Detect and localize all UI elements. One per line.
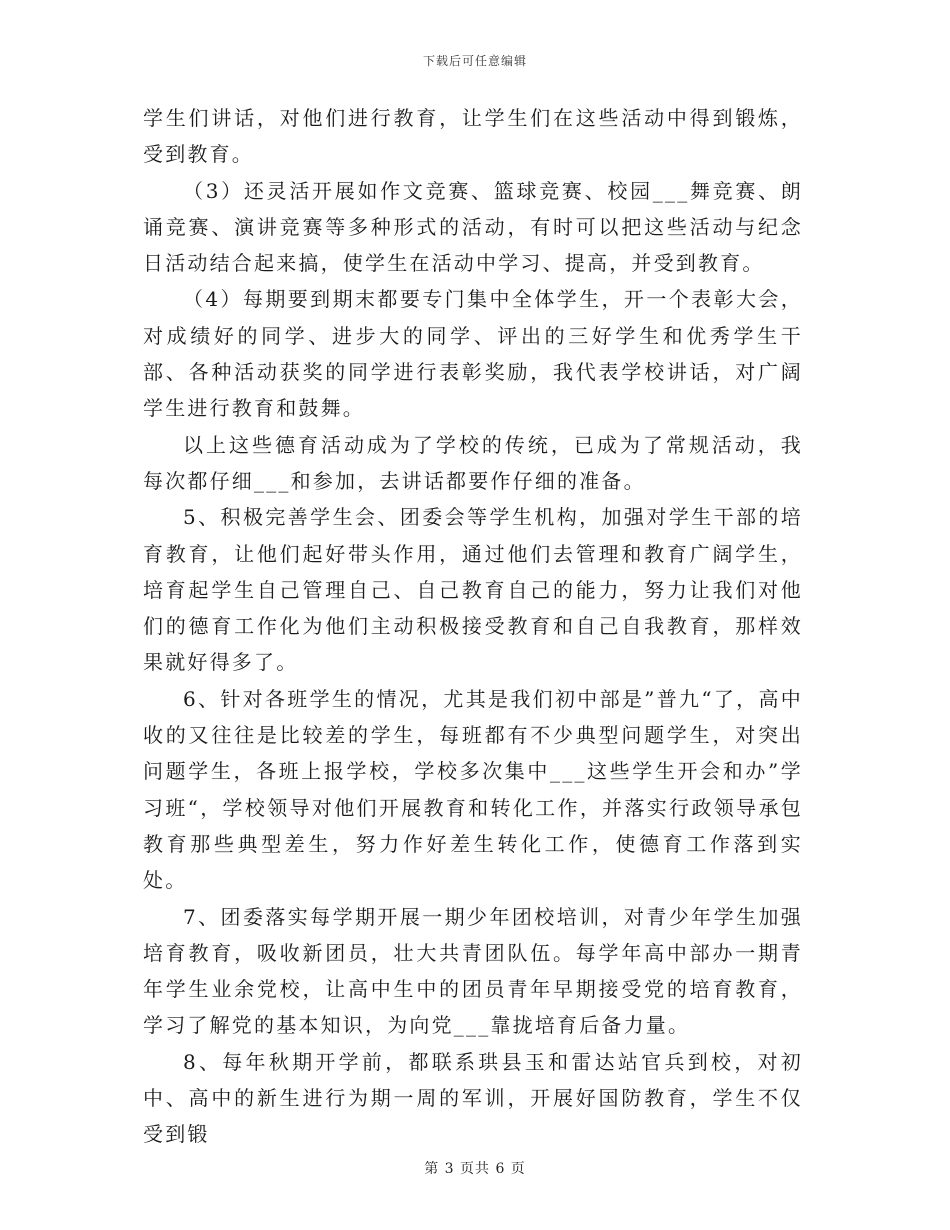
document-body — [143, 100, 803, 1153]
paragraph-summary: 以上这些德育活动成为了学校的传统，已成为了常规活动，我每次都仔细___和参加，去讲话都要作仔细的准备。 — [143, 432, 803, 493]
page-footer-number: 第 3 页共 6 页 — [424, 1161, 526, 1177]
page-header-note: 下载后可任意编辑 — [422, 54, 527, 68]
paragraph-item-4: （4）每期要到期末都要专门集中全体学生，开一个表彰大会，对成绩好的同学、进步大的同学、评出的三好学生和优秀学生干部、各种活动获奖的同学进行表彰奖励，我代表学校讲话，对广阔学生进行教育和鼓舞。 — [143, 287, 803, 421]
paragraph-point-7: 7、团委落实每学期开展一期少年团校培训，对青少年学生加强培育教育，吸收新团员，壮大共青团队伍。每学年高中部办一期青年学生业余党校，让高中生中的团员青年早期接受党的培育教育，学习了解党的基本知识，为向党___靠拢培育后备力量。 — [143, 904, 803, 1038]
paragraph-continuation: 学生们讲话，对他们进行教育，让学生们在这些活动中得到锻炼，受到教育。 — [143, 106, 803, 167]
paragraph-point-8: 8、每年秋期开学前，都联系珙县玉和雷达站官兵到校，对初中、高中的新生进行为期一周的军训，开展好国防教育，学生不仅受到锻 — [143, 1049, 803, 1147]
paragraph-item-3: （3）还灵活开展如作文竞赛、篮球竞赛、校园___舞竞赛、朗诵竞赛、演讲竞赛等多种形式的活动，有时可以把这些活动与纪念日活动结合起来搞，使学生在活动中学习、提高，并受到教育。 — [143, 178, 803, 276]
paragraph-point-6: 6、针对各班学生的情况，尤其是我们初中部是”普九“了，高中收的又往往是比较差的学生，每班都有不少典型问题学生，对突出问题学生，各班上报学校，学校多次集中___这些学生开会和办”学习班“，学校领导对他们开展教育和转化工作，并落实行政领导承包教育那些典型差生，努力作好差生转化工作，使德育工作落到实处。 — [143, 686, 803, 893]
paragraph-point-5: 5、积极完善学生会、团委会等学生机构，加强对学生干部的培育教育，让他们起好带头作用，通过他们去管理和教育广阔学生，培育起学生自己管理自己、自己教育自己的能力，努力让我们对他们的德育工作化为他们主动积极接受教育和自己自我教育，那样效果就好得多了。 — [143, 505, 803, 675]
